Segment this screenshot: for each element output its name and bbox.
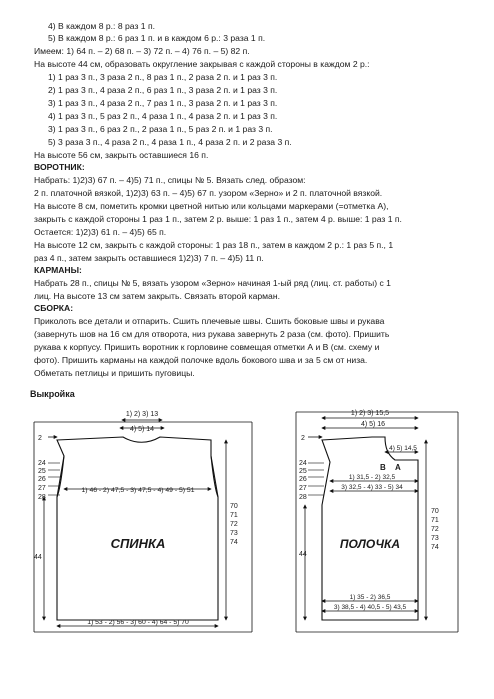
instruction-line: 2) 1 раз 3 п., 4 раза 2 п., 6 раз 1 п., 3 раза 2 п. и 1 раз 3 п. (48, 85, 278, 95)
back-side-height: 44 (34, 554, 42, 561)
front-top-width: 1) 2) 3) 15,5 (350, 410, 390, 417)
back-chest-width: 1) 46 - 2) 47,5 - 3) 47,5 - 4) 49 - 5) 51 (81, 487, 195, 494)
instruction-line: рукава к корпусу. Пришить воротник к горловине совмещая отметки А и В (см. схему и (34, 342, 380, 352)
instruction-line: Остается: 1)2)3) 61 п. – 4)5) 65 п. (34, 227, 167, 237)
back-left-height-3: 26 (38, 476, 46, 483)
front-outline (322, 437, 418, 620)
section-heading: СБОРКА: (34, 303, 74, 313)
instruction-line: На высоте 8 см, пометить кромки цветной нитью или кольцами маркерами (=отметка А), (34, 201, 389, 211)
front-bottom-1: 1) 35 - 2) 36,5 (349, 594, 391, 601)
instruction-line: фото). Пришить карманы на каждой полочке вдоль бокового шва и за 5 см от низа. (34, 355, 368, 365)
instruction-line: 4) В каждом 8 р.: 8 раз 1 п. (48, 21, 155, 31)
back-top-width: 1) 2) 3) 13 (125, 411, 159, 418)
front-mark-b: B (380, 463, 386, 472)
back-top-width-2: 4) 5) 14 (129, 426, 155, 433)
section-title-pattern: Выкройка (30, 389, 75, 399)
instruction-line: (завернуть шов на 16 см для отворота, низ рукава завернуть 2 раза (см. фото). Пришить (34, 329, 390, 339)
front-left-height-3: 26 (299, 476, 307, 483)
back-bottom-width: 1) 53 - 2) 56 - 3) 60 - 4) 64 - 5) 70 (87, 619, 189, 626)
front-right-height-4: 73 (431, 535, 439, 542)
front-left-height-2: 25 (299, 468, 307, 475)
front-top-width-2: 4) 5) 16 (360, 421, 386, 428)
front-mark-a: A (395, 463, 401, 472)
instruction-line: Приколоть все детали и отпарить. Сшить плечевые швы. Сшить боковые швы и рукава (34, 316, 385, 326)
back-left-height-4: 27 (38, 485, 46, 492)
section-heading: ВОРОТНИК: (34, 162, 85, 172)
instruction-line: 5) 3 раза 3 п., 4 раза 2 п., 4 раза 1 п., 4 раза 2 п. и 2 раза 3 п. (48, 137, 292, 147)
back-piece-name: СПИНКА (110, 536, 166, 551)
instruction-line: 1) 1 раз 3 п., 3 раза 2 п., 8 раз 1 п., 2 раза 2 п. и 1 раз 3 п. (48, 72, 278, 82)
front-chest-2: 3) 32,5 - 4) 33 - 5) 34 (341, 484, 403, 491)
back-right-height-2: 71 (230, 512, 238, 519)
front-side-height: 44 (299, 551, 307, 558)
front-right-height-3: 72 (431, 526, 439, 533)
back-neck-depth: 2 (38, 435, 42, 442)
instruction-line: На высоте 56 см, закрыть оставшиеся 16 п. (34, 150, 209, 160)
instruction-line: На высоте 44 см, образовать округление закрывая с каждой стороны в каждом 2 р.: (34, 59, 370, 69)
front-left-height-1: 24 (299, 460, 307, 467)
front-chest-1: 1) 31,5 - 2) 32,5 (348, 474, 396, 481)
instruction-line: Обметать петлицы и пришить пуговицы. (34, 368, 195, 378)
back-right-height-3: 72 (230, 521, 238, 528)
instruction-line: Имеем: 1) 64 п. – 2) 68 п. – 3) 72 п. – 4) 76 п. – 5) 82 п. (34, 46, 250, 56)
instruction-line: Набрать: 1)2)3) 67 п. – 4)5) 71 п., спицы № 5. Вязать след. образом: (34, 175, 306, 185)
back-piece-diagram (34, 420, 252, 632)
instruction-line: 3) 1 раз 3 п., 4 раза 2 п., 7 раз 1 п., 3 раза 2 п. и 1 раз 3 п. (48, 98, 278, 108)
front-right-height-5: 74 (431, 544, 439, 551)
front-shoulder: 4) 5) 14,5 (389, 445, 417, 452)
instruction-line: 2 п. платочной вязкой, 1)2)3) 63 п. – 4)5) 67 п. узором «Зерно» и 2 п. платочной вязкой. (34, 188, 383, 198)
instruction-line: раз 4 п., затем закрыть оставшиеся 1)2)3) 7 п. – 4)5) 11 п. (34, 253, 264, 263)
front-left-height-4: 27 (299, 485, 307, 492)
back-right-height-1: 70 (230, 503, 238, 510)
front-right-height-1: 70 (431, 508, 439, 515)
back-left-height-1: 24 (38, 460, 46, 467)
front-right-height-2: 71 (431, 517, 439, 524)
instruction-line: На высоте 12 см, закрыть с каждой стороны: 1 раз 18 п., затем в каждом 2 р.: 1 раз 5 п., 1 (34, 240, 394, 250)
back-outline (57, 437, 218, 620)
front-bottom-2: 3) 38,5 - 4) 40,5 - 5) 43,5 (333, 604, 407, 611)
front-neck-depth: 2 (301, 435, 305, 442)
instruction-line: 4) 1 раз 3 п., 5 раз 2 п., 4 раза 1 п., 4 раза 2 п. и 1 раз 3 п. (48, 111, 278, 121)
instruction-line: 5) В каждом 8 р.: 6 раз 1 п. и в каждом 6 р.: 3 раза 1 п. (48, 33, 266, 43)
front-piece-name: ПОЛОЧКА (339, 537, 401, 551)
back-left-height-5: 28 (38, 494, 46, 501)
back-left-height-2: 25 (38, 468, 46, 475)
back-right-height-5: 74 (230, 539, 238, 546)
back-labels (34, 411, 238, 626)
instruction-line: Набрать 28 п., спицы № 5, вязать узором «Зерно» начиная 1-ый ряд (лиц. ст. работы) с 1 (34, 278, 391, 288)
instruction-line: 3) 1 раз 3 п., 6 раз 2 п., 2 раза 1 п., 5 раз 2 п. и 1 раз 3 п. (48, 124, 273, 134)
back-right-height-4: 73 (230, 530, 238, 537)
instruction-line: закрыть с каждой стороны 1 раз 1 п., затем 2 р. выше: 1 раз 1 п., затем 4 р. выше: 1 раз 1 п. (34, 214, 402, 224)
instruction-line: лиц. На высоте 13 см затем закрыть. Связать второй карман. (34, 291, 280, 301)
section-heading: КАРМАНЫ: (34, 265, 82, 275)
front-left-height-5: 28 (299, 494, 307, 501)
